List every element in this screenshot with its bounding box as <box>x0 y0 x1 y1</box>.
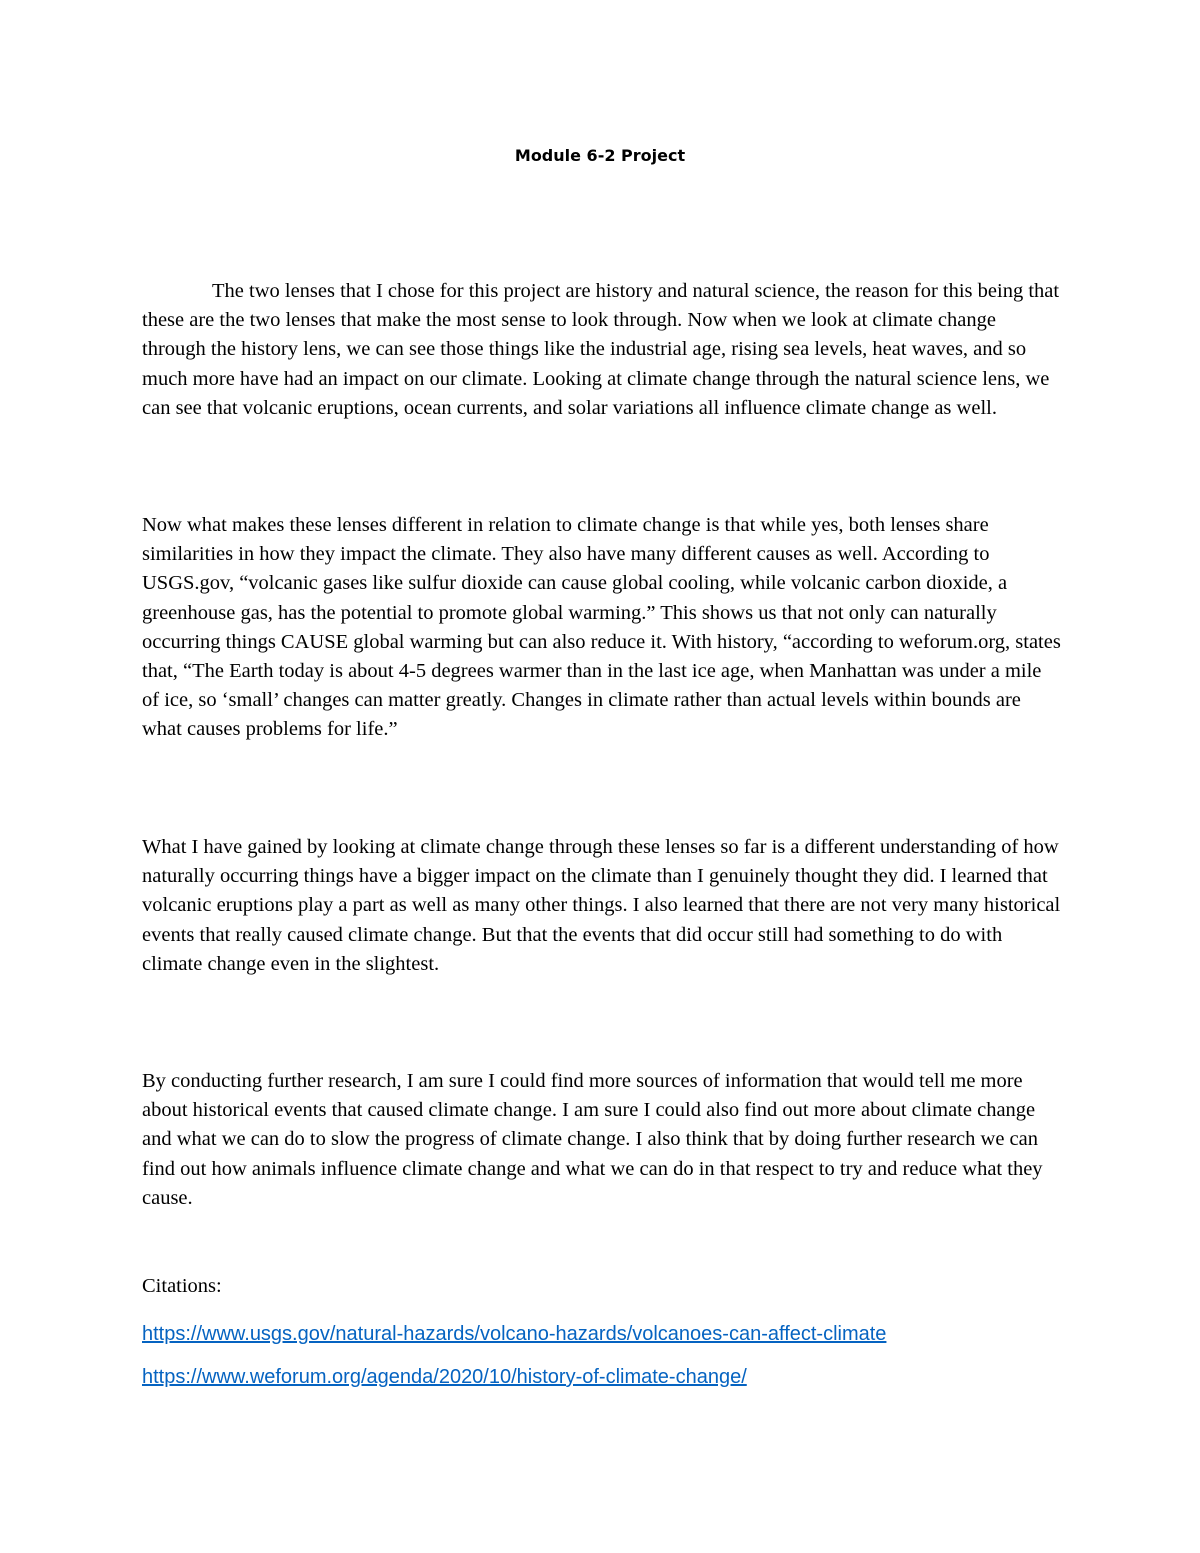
paragraph-3: What I have gained by looking at climate change through these lenses so far is a different understanding of how naturally occurring things have a bigger impact on the climate than I genuinely thought they did. I learned that volcanic eruptions play a part as well as many other things. I also learned that there are not very many historical events that really caused climate change. But that the events that did occur still had something to do with climate change even in the slightest. <box>142 836 1061 975</box>
citation-link-weforum[interactable]: https://www.weforum.org/agenda/2020/10/history-of-climate-change/ <box>142 1366 747 1388</box>
paragraph-1: The two lenses that I chose for this project are history and natural science, the reason for this being that these are the two lenses that make the most sense to look through. Now when we look at climate change through the history lens, we can see those things like the industrial age, rising sea levels, heat waves, and so much more have had an impact on our climate. Looking at climate change through the natural science lens, we can see that volcanic eruptions, ocean currents, and solar variations all influence climate change as well. <box>142 280 1060 419</box>
paragraph-4: By conducting further research, I am sure I could find more sources of information that would tell me more about historical events that caused climate change. I am sure I could also find out more about climate change and what we can do to slow the progress of climate change. I also think that by doing further research we can find out how animals influence climate change and what we can do in that respect to try and reduce what they cause. <box>142 1070 1043 1209</box>
citation-link-usgs[interactable]: https://www.usgs.gov/natural-hazards/volcano-hazards/volcanoes-can-affect-climate <box>142 1323 887 1345</box>
citations-label: Citations: <box>142 1275 222 1297</box>
document-title: Module 6-2 Project <box>514 146 686 165</box>
paragraph-2: Now what makes these lenses different in relation to climate change is that while yes, both lenses share similarities in how they impact the climate. They also have many different causes as well. According to USGS.gov, “volcanic gases like sulfur dioxide can cause global cooling, while volcanic carbon dioxide, a greenhouse gas, has the potential to promote global warming.” This shows us that not only can naturally occurring things CAUSE global warming but can also reduce it. With history, “according to weforum.org, states that, “The Earth today is about 4-5 degrees warmer than in the last ice age, when Manhattan was under a mile of ice, so ‘small’ changes can matter greatly. Changes in climate rather than actual levels within bounds are what causes problems for life.” <box>142 514 1061 741</box>
